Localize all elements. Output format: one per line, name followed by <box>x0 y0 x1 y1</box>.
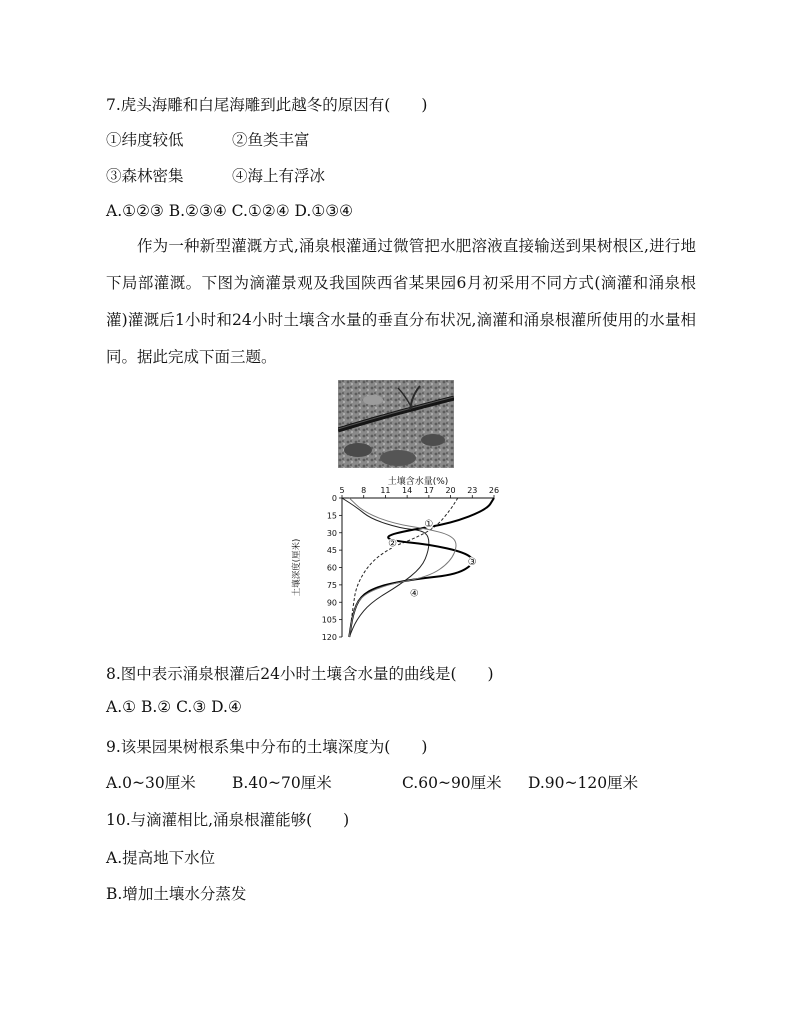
x-tick-label: 8 <box>361 486 367 495</box>
y-tick-label: 0 <box>331 494 337 503</box>
x-tick-label: 11 <box>380 486 391 495</box>
q10-stem: 10.与滴灌相比,涌泉根灌能够( ) <box>106 811 350 829</box>
chart-title: 土壤含水量(%) <box>387 477 449 487</box>
q9-option-a: A.0~30厘米 <box>106 774 196 792</box>
q7-item-4: ④海上有浮冰 <box>232 167 326 185</box>
y-tick-label: 90 <box>326 598 337 608</box>
q7-item-3: ③森林密集 <box>106 167 184 185</box>
x-tick-label: 17 <box>423 486 434 495</box>
q9-stem: 9.该果园果树根系集中分布的土壤深度为( ) <box>106 738 428 756</box>
q9-option-c: C.60~90厘米 <box>402 774 502 792</box>
q8-options: A.① B.② C.③ D.④ <box>106 698 242 716</box>
drip-irrigation-photo <box>338 380 454 468</box>
x-tick-label: 26 <box>488 486 500 495</box>
y-axis-label: 土壤深度(厘米) <box>292 538 302 597</box>
x-tick-label: 14 <box>402 486 413 495</box>
q9-option-b: B.40~70厘米 <box>232 774 332 792</box>
q7-item-2: ②鱼类丰富 <box>232 131 310 149</box>
y-tick-label: 75 <box>326 580 337 590</box>
q8-stem: 8.图中表示涌泉根灌后24小时土壤含水量的曲线是( ) <box>106 665 494 683</box>
q9-option-d: D.90~120厘米 <box>528 774 639 792</box>
soil-moisture-chart <box>280 474 510 646</box>
q7-options: A.①②③ B.②③④ C.①②④ D.①③④ <box>106 202 354 220</box>
x-tick-label: 5 <box>339 486 345 495</box>
y-tick-label: 120 <box>321 633 337 642</box>
y-tick-label: 45 <box>326 546 337 556</box>
series-line-4 <box>349 498 456 637</box>
q10-option-a: A.提高地下水位 <box>106 849 216 867</box>
q10-option-b: B.增加土壤水分蒸发 <box>106 885 247 903</box>
y-tick-label: 105 <box>321 615 337 625</box>
series-label-3: ③ <box>467 557 477 569</box>
series-label-2: ② <box>388 538 398 550</box>
y-tick-label: 15 <box>326 511 337 521</box>
y-tick-label: 60 <box>326 563 337 573</box>
y-tick-label: 30 <box>326 528 337 538</box>
series-line-1 <box>342 498 429 637</box>
x-tick-label: 23 <box>467 486 478 495</box>
series-label-1: ① <box>424 518 434 530</box>
series-label-4: ④ <box>409 588 419 600</box>
x-tick-label: 20 <box>445 486 456 495</box>
q7-stem: 7.虎头海雕和白尾海雕到此越冬的原因有( ) <box>106 96 428 114</box>
q7-item-1: ①纬度较低 <box>106 131 184 149</box>
passage: 作为一种新型灌溉方式,涌泉根灌通过微管把水肥溶液直接输送到果树根区,进行地下局部灌溉。下图为滴灌景观及我国陕西省某果园6月初采用不同方式(滴灌和涌泉根灌)灌溉后1小时和24小时土壤含水量的垂直分布状况,滴灌和涌泉根灌所使用的水量相同。据此完成下面三题。 <box>106 237 696 366</box>
